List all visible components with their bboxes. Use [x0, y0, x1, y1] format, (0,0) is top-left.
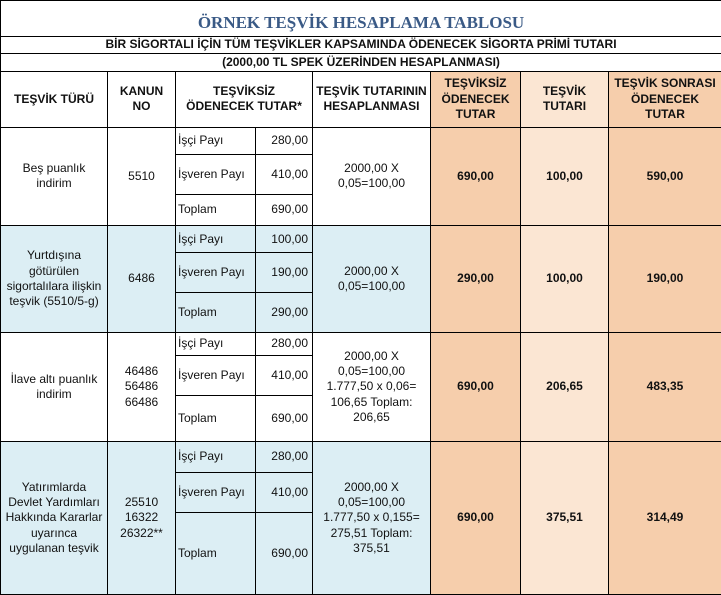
row1-part1-label: İşçi Payı [176, 127, 256, 154]
row2-part2-label: İşveren Payı [176, 253, 256, 293]
row3-total: 690,00 [431, 333, 521, 442]
row4-law: 25510 16322 26322** [108, 441, 176, 594]
row1-part2-value: 410,00 [256, 154, 313, 194]
row4-part1-label: İşçi Payı [176, 441, 256, 472]
header-total-unpaid: TEŞVİKSİZ ÖDENECEK TUTAR [431, 72, 521, 128]
row2-part3-value: 290,00 [256, 293, 313, 333]
row3-law: 46486 56486 66486 [108, 333, 176, 442]
row3-part2-value: 410,00 [256, 356, 313, 396]
row3-part1-label: İşçi Payı [176, 333, 256, 356]
row2-after: 190,00 [609, 226, 721, 333]
row3-incentive: 206,65 [521, 333, 609, 442]
row4-part2-value: 410,00 [256, 473, 313, 513]
row2-calc: 2000,00 X 0,05=100,00 [313, 226, 431, 333]
header-calc: TEŞVİK TUTARININ HESAPLANMASI [313, 72, 431, 128]
row2-incentive: 100,00 [521, 226, 609, 333]
row1-part3-label: Toplam [176, 194, 256, 225]
row4-part1-value: 280,00 [256, 441, 313, 472]
header-after: TEŞVİK SONRASI ÖDENECEK TUTAR [609, 72, 721, 128]
row1-incentive: 100,00 [521, 127, 609, 225]
row1-calc: 2000,00 X 0,05=100,00 [313, 127, 431, 225]
row2-part3-label: Toplam [176, 293, 256, 333]
row4-type: Yatırımlarda Devlet Yardımları Hakkında Kararlar uyarınca uygulanan teşvik [1, 441, 108, 594]
row3-part1-value: 280,00 [256, 333, 313, 356]
row3-after: 483,35 [609, 333, 721, 442]
header-law: KANUN NO [108, 72, 176, 128]
row2-part1-label: İşçi Payı [176, 226, 256, 253]
row3-calc: 2000,00 X 0,05=100,00 1.777,50 x 0,06= 106,65 Toplam: 206,65 [313, 333, 431, 442]
row4-part3-value: 690,00 [256, 513, 313, 595]
row1-part3-value: 690,00 [256, 194, 313, 225]
row3-part2-label: İşveren Payı [176, 356, 256, 396]
row1-type: Beş puanlık indirim [1, 127, 108, 225]
row4-after: 314,49 [609, 441, 721, 594]
row4-calc: 2000,00 X 0,05=100,00 1.777,50 x 0,155= 275,51 Toplam: 375,51 [313, 441, 431, 594]
row1-after: 590,00 [609, 127, 721, 225]
header-type: TEŞVİK TÜRÜ [1, 72, 108, 128]
row2-total: 290,00 [431, 226, 521, 333]
row1-part1-value: 280,00 [256, 127, 313, 154]
subtitle-line2: (2000,00 TL SPEK ÜZERİNDEN HESAPLANMASI) [1, 54, 721, 72]
row1-total: 690,00 [431, 127, 521, 225]
row2-law: 6486 [108, 226, 176, 333]
row2-type: Yurtdışına götürülen sigortalılara ilişkin teşvik (5510/5-g) [1, 226, 108, 333]
row1-law: 5510 [108, 127, 176, 225]
row4-total: 690,00 [431, 441, 521, 594]
row2-part2-value: 190,00 [256, 253, 313, 293]
row2-part1-value: 100,00 [256, 226, 313, 253]
subtitle-line1: BİR SİGORTALI İÇİN TÜM TEŞVİKLER KAPSAMINDA ÖDENECEK SİGORTA PRİMİ TUTARI [1, 36, 721, 54]
row3-part3-label: Toplam [176, 395, 256, 441]
row3-part3-value: 690,00 [256, 395, 313, 441]
row3-type: İlave altı puanlık indirim [1, 333, 108, 442]
header-unpaid: TEŞVİKSİZ ÖDENECEK TUTAR* [176, 72, 313, 128]
row4-incentive: 375,51 [521, 441, 609, 594]
row4-part3-label: Toplam [176, 513, 256, 595]
header-incentive: TEŞVİK TUTARI [521, 72, 609, 128]
page-title: ÖRNEK TEŞVİK HESAPLAMA TABLOSU [1, 1, 721, 37]
row1-part2-label: İşveren Payı [176, 154, 256, 194]
row4-part2-label: İşveren Payı [176, 473, 256, 513]
